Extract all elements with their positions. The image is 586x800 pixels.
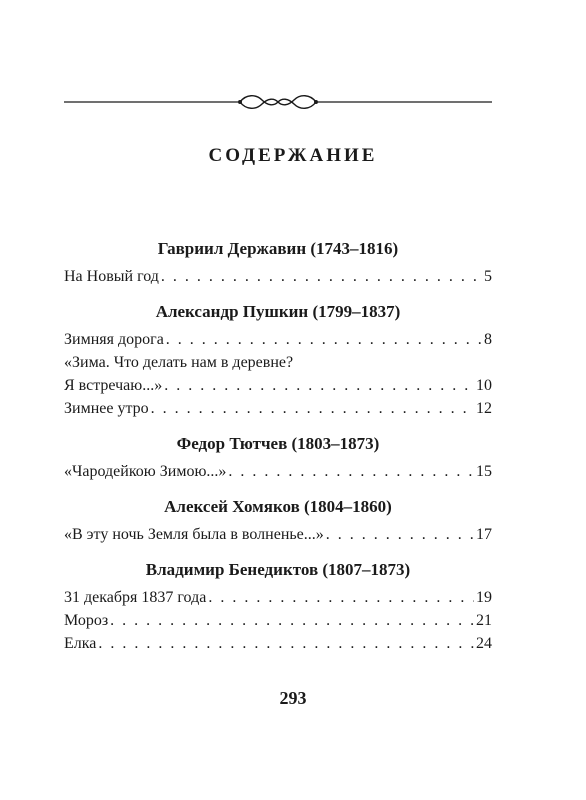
table-of-contents bbox=[64, 237, 492, 655]
author-heading: Владимир Бенедиктов (1807–1873) bbox=[145, 560, 411, 579]
entry-title: Елка bbox=[64, 635, 97, 652]
entry-title: 31 декабря 1837 года bbox=[64, 589, 207, 606]
entry-page: 15 bbox=[476, 463, 492, 480]
ornament-divider bbox=[64, 88, 492, 112]
toc-entry bbox=[64, 374, 492, 397]
dot-leader bbox=[164, 374, 474, 397]
entry-title: Зимняя дорога bbox=[64, 331, 164, 348]
dot-leader bbox=[98, 632, 474, 655]
dot-leader bbox=[326, 523, 474, 546]
entry-title: «Чародейкою Зимою...» bbox=[64, 463, 227, 480]
dot-leader bbox=[161, 265, 482, 288]
entry-page: 21 bbox=[476, 612, 492, 629]
dot-leader bbox=[208, 586, 474, 609]
toc-entry bbox=[64, 328, 492, 351]
entry-title: Мороз bbox=[64, 612, 109, 629]
toc-entry bbox=[64, 609, 492, 632]
toc-entry bbox=[64, 397, 492, 420]
toc-entry bbox=[64, 460, 492, 483]
author-heading: Алексей Хомяков (1804–1860) bbox=[164, 497, 392, 516]
entry-page: 10 bbox=[476, 377, 492, 394]
author-heading: Федор Тютчев (1803–1873) bbox=[176, 434, 380, 453]
dot-leader bbox=[151, 397, 474, 420]
entry-title: Зимнее утро bbox=[64, 400, 149, 417]
entry-page: 17 bbox=[476, 526, 492, 543]
entry-page: 12 bbox=[476, 400, 492, 417]
toc-entry bbox=[64, 523, 492, 546]
dot-leader bbox=[228, 460, 474, 483]
toc-entry bbox=[64, 265, 492, 288]
entry-title: Я встречаю...» bbox=[64, 377, 163, 394]
entry-page: 19 bbox=[476, 589, 492, 606]
entry-page: 5 bbox=[484, 268, 492, 285]
author-heading: Гавриил Державин (1743–1816) bbox=[157, 239, 399, 258]
entry-title-line1: «Зима. Что делать нам в деревне? bbox=[64, 354, 294, 371]
dot-leader bbox=[166, 328, 482, 351]
dot-leader bbox=[110, 609, 474, 632]
toc-entry bbox=[64, 632, 492, 655]
entry-page: 8 bbox=[484, 331, 492, 348]
entry-title: На Новый год bbox=[64, 268, 159, 285]
author-heading: Александр Пушкин (1799–1837) bbox=[155, 302, 401, 321]
entry-title: «В эту ночь Земля была в волненье...» bbox=[64, 526, 324, 543]
entry-page: 24 bbox=[476, 635, 492, 652]
page-number: 293 bbox=[279, 688, 307, 708]
toc-entry bbox=[64, 586, 492, 609]
page-title: СОДЕРЖАНИЕ bbox=[208, 145, 378, 166]
